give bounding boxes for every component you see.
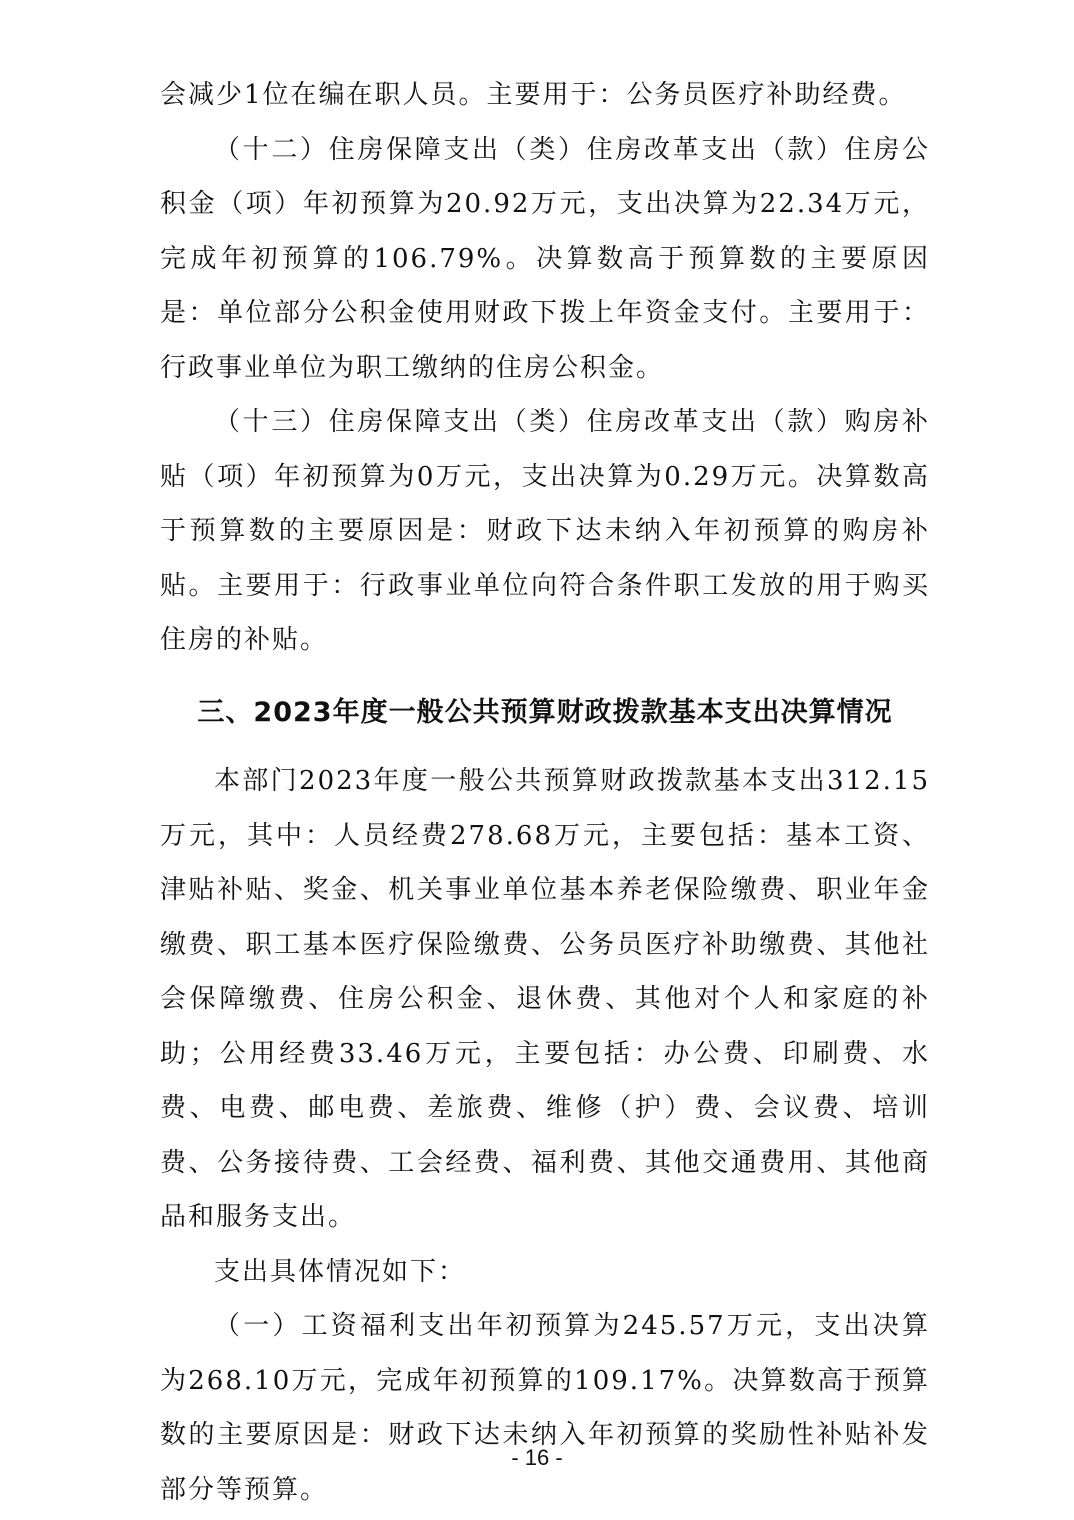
paragraph-details-intro: 支出具体情况如下：	[214, 1256, 467, 1287]
paragraph-item-13: （十三）住房保障支出（类）住房改革支出（款）购房补贴（项）年初预算为0万元，支出决算为0.29万元。决算数高于预算数的主要原因是：财政下达未纳入年初预算的购房补贴。主要用于：行政事业单位向符合条件职工发放的用于购买住房的补贴。	[160, 407, 930, 655]
paragraph-item-1-salary: （一）工资福利支出年初预算为245.57万元，支出决算为268.10万元，完成年初预算的109.17%。决算数高于预算数的主要原因是：财政下达未纳入年初预算的奖励性补贴补发部分等预算。	[160, 1311, 930, 1505]
document-page	[160, 68, 930, 1517]
page-number: - 16 -	[511, 1445, 563, 1470]
paragraph-continuation: 会减少1位在编在职人员。主要用于：公务员医疗补助经费。	[160, 80, 907, 110]
paragraph-item-12: （十二）住房保障支出（类）住房改革支出（款）住房公积金（项）年初预算为20.92万元，支出决算为22.34万元，完成年初预算的106.79%。决算数高于预算数的主要原因是：单位部分公积金使用财政下拨上年资金支付。主要用于：行政事业单位为职工缴纳的住房公积金。	[160, 134, 930, 383]
section-heading: 三、2023年度一般公共预算财政拨款基本支出决算情况	[197, 696, 893, 728]
paragraph-basic-expenditure: 本部门2023年度一般公共预算财政拨款基本支出312.15万元，其中：人员经费278.68万元，主要包括：基本工资、津贴补贴、奖金、机关事业单位基本养老保险缴费、职业年金缴费、职工基本医疗保险缴费、公务员医疗补助缴费、其他社会保障缴费、住房公积金、退休费、其他对个人和家庭的补助；公用经费33.46万元，主要包括：办公费、印刷费、水费、电费、邮电费、差旅费、维修（护）费、会议费、培训费、公务接待费、工会经费、福利费、其他交通费用、其他商品和服务支出。	[160, 766, 930, 1232]
